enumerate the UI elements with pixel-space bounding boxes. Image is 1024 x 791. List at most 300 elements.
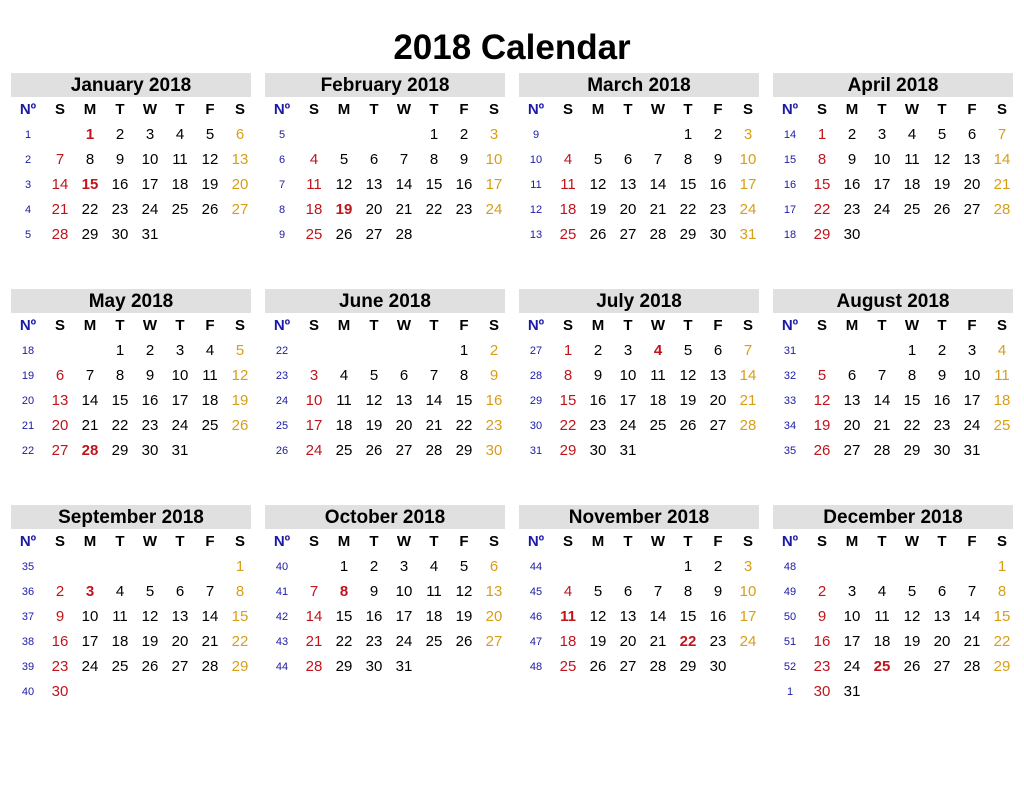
day-cell: 27 — [485, 633, 503, 650]
day-cell: 27 — [963, 201, 981, 218]
week-row — [519, 654, 759, 679]
week-number: 23 — [275, 369, 289, 382]
day-cell: 2 — [145, 342, 155, 359]
day-cell: 16 — [843, 176, 861, 193]
day-cell: 6 — [967, 126, 977, 143]
week-number: 52 — [783, 660, 797, 673]
day-cell: 15 — [679, 176, 697, 193]
week-number: 22 — [21, 444, 35, 457]
day-cell: 24 — [485, 201, 503, 218]
day-cell: 5 — [339, 151, 349, 168]
day-cell: 18 — [201, 392, 219, 409]
day-cell: 15 — [993, 608, 1011, 625]
day-cell: 17 — [485, 176, 503, 193]
day-cell: 31 — [395, 658, 413, 675]
week-row — [773, 438, 1013, 463]
weekday-label: W — [396, 101, 412, 118]
week-number: 51 — [783, 635, 797, 648]
week-number: 7 — [278, 178, 286, 191]
day-cell: 26 — [335, 226, 353, 243]
weekday-label: T — [429, 533, 439, 550]
day-cell: 10 — [873, 151, 891, 168]
day-cell: 15 — [111, 392, 129, 409]
day-cell: 12 — [455, 583, 473, 600]
day-cell: 22 — [679, 201, 697, 218]
day-cell: 21 — [51, 201, 69, 218]
day-cell: 28 — [305, 658, 323, 675]
week-number: 17 — [783, 203, 797, 216]
day-cell: 28 — [425, 442, 443, 459]
day-cell: 29 — [813, 226, 831, 243]
day-cell: 10 — [739, 583, 757, 600]
day-cell: 23 — [111, 201, 129, 218]
day-cell: 24 — [843, 658, 861, 675]
month-july — [519, 289, 759, 463]
month-december — [773, 505, 1013, 704]
day-cell: 26 — [679, 417, 697, 434]
week-row — [11, 413, 251, 438]
day-cell: 21 — [425, 417, 443, 434]
day-cell: 2 — [115, 126, 125, 143]
weekday-label: S — [488, 101, 499, 118]
day-cell: 17 — [739, 176, 757, 193]
day-cell: 26 — [903, 658, 921, 675]
day-cell: 7 — [429, 367, 439, 384]
day-cell: 17 — [843, 633, 861, 650]
week-number-header: Nº — [781, 533, 799, 550]
day-cell: 5 — [235, 342, 245, 359]
weekday-label: S — [308, 317, 319, 334]
week-number: 27 — [529, 344, 543, 357]
day-cell: 4 — [175, 126, 185, 143]
day-cell: 20 — [933, 633, 951, 650]
day-cell: 31 — [739, 226, 757, 243]
weekday-label: W — [396, 317, 412, 334]
week-number: 34 — [783, 419, 797, 432]
day-cell: 21 — [963, 633, 981, 650]
day-cell: 28 — [873, 442, 891, 459]
day-cell: 4 — [877, 583, 887, 600]
month-title: September 2018 — [11, 505, 251, 529]
day-cell: 9 — [937, 367, 947, 384]
weekday-label: T — [937, 533, 947, 550]
week-number: 35 — [783, 444, 797, 457]
day-cell: 5 — [205, 126, 215, 143]
day-cell: 22 — [679, 633, 697, 650]
day-cell: 3 — [743, 558, 753, 575]
day-cell: 25 — [305, 226, 323, 243]
day-cell: 16 — [709, 176, 727, 193]
weekday-label: S — [996, 533, 1007, 550]
week-number: 50 — [783, 610, 797, 623]
month-february — [265, 73, 505, 247]
weekday-label: F — [459, 101, 469, 118]
weekday-label: M — [591, 101, 605, 118]
weekday-header — [11, 313, 251, 338]
day-cell: 29 — [679, 226, 697, 243]
day-cell: 22 — [425, 201, 443, 218]
week-number: 28 — [529, 369, 543, 382]
day-cell: 27 — [619, 658, 637, 675]
day-cell: 12 — [933, 151, 951, 168]
day-cell: 5 — [369, 367, 379, 384]
day-cell: 15 — [231, 608, 249, 625]
week-row — [11, 338, 251, 363]
weekday-label: M — [845, 101, 859, 118]
day-cell: 24 — [141, 201, 159, 218]
day-cell: 21 — [649, 633, 667, 650]
day-cell: 27 — [395, 442, 413, 459]
day-cell: 23 — [933, 417, 951, 434]
week-row — [773, 554, 1013, 579]
day-cell: 26 — [455, 633, 473, 650]
day-cell: 25 — [649, 417, 667, 434]
week-number: 13 — [529, 228, 543, 241]
week-row — [519, 147, 759, 172]
day-cell: 11 — [650, 367, 666, 384]
week-number-header: Nº — [781, 317, 799, 334]
week-row — [11, 147, 251, 172]
week-row — [265, 579, 505, 604]
week-number: 40 — [275, 560, 289, 573]
week-number: 40 — [21, 685, 35, 698]
day-cell: 5 — [593, 583, 603, 600]
day-cell: 20 — [709, 392, 727, 409]
day-cell: 4 — [115, 583, 125, 600]
day-cell: 5 — [145, 583, 155, 600]
day-cell: 6 — [399, 367, 409, 384]
day-cell: 2 — [459, 126, 469, 143]
day-cell: 18 — [171, 176, 189, 193]
week-number: 31 — [783, 344, 797, 357]
day-cell: 3 — [877, 126, 887, 143]
day-cell: 14 — [201, 608, 219, 625]
day-cell: 10 — [963, 367, 981, 384]
week-row — [519, 438, 759, 463]
day-cell: 7 — [743, 342, 753, 359]
day-cell: 9 — [593, 367, 603, 384]
week-row — [11, 388, 251, 413]
day-cell: 30 — [589, 442, 607, 459]
weekday-label: M — [83, 533, 97, 550]
day-cell: 7 — [967, 583, 977, 600]
month-march — [519, 73, 759, 247]
day-cell: 3 — [85, 583, 95, 600]
day-cell: 6 — [55, 367, 65, 384]
weekday-label: F — [967, 101, 977, 118]
month-title: February 2018 — [265, 73, 505, 97]
day-cell: 7 — [997, 126, 1007, 143]
weekday-label: S — [234, 533, 245, 550]
day-cell: 8 — [235, 583, 245, 600]
weekday-label: S — [488, 317, 499, 334]
week-row — [773, 338, 1013, 363]
day-cell: 15 — [335, 608, 353, 625]
weekday-label: T — [115, 317, 125, 334]
day-cell: 8 — [459, 367, 469, 384]
week-row — [265, 388, 505, 413]
day-cell: 8 — [429, 151, 439, 168]
week-number: 8 — [278, 203, 286, 216]
weekday-label: F — [205, 317, 215, 334]
day-cell: 20 — [51, 417, 69, 434]
day-cell: 13 — [619, 176, 637, 193]
day-cell: 22 — [559, 417, 577, 434]
day-cell: 20 — [843, 417, 861, 434]
day-cell: 16 — [51, 633, 69, 650]
weekday-label: T — [623, 533, 633, 550]
day-cell: 8 — [339, 583, 349, 600]
week-number: 3 — [24, 178, 32, 191]
day-cell: 5 — [459, 558, 469, 575]
day-cell: 11 — [874, 608, 890, 625]
day-cell: 28 — [963, 658, 981, 675]
day-cell: 6 — [489, 558, 499, 575]
day-cell: 26 — [231, 417, 249, 434]
day-cell: 3 — [399, 558, 409, 575]
day-cell: 25 — [111, 658, 129, 675]
week-number: 32 — [783, 369, 797, 382]
weekday-label: M — [337, 533, 351, 550]
week-row — [265, 363, 505, 388]
day-cell: 19 — [933, 176, 951, 193]
week-row — [519, 604, 759, 629]
weekday-label: F — [713, 533, 723, 550]
weekday-label: M — [83, 101, 97, 118]
weekday-label: W — [650, 101, 666, 118]
day-cell: 8 — [85, 151, 95, 168]
day-cell: 22 — [111, 417, 129, 434]
day-cell: 29 — [559, 442, 577, 459]
day-cell: 23 — [813, 658, 831, 675]
day-cell: 12 — [589, 176, 607, 193]
day-cell: 27 — [171, 658, 189, 675]
weekday-header — [11, 97, 251, 122]
week-row — [773, 172, 1013, 197]
day-cell: 14 — [51, 176, 69, 193]
day-cell: 22 — [335, 633, 353, 650]
day-cell: 13 — [365, 176, 383, 193]
day-cell: 18 — [559, 201, 577, 218]
weekday-label: S — [54, 533, 65, 550]
weekday-header — [519, 529, 759, 554]
day-cell: 7 — [309, 583, 319, 600]
weekday-label: M — [337, 101, 351, 118]
weekday-label: T — [115, 533, 125, 550]
month-title: April 2018 — [773, 73, 1013, 97]
week-row — [773, 147, 1013, 172]
day-cell: 23 — [709, 201, 727, 218]
day-cell: 8 — [907, 367, 917, 384]
day-cell: 28 — [993, 201, 1011, 218]
week-row — [265, 147, 505, 172]
weekday-label: S — [742, 317, 753, 334]
day-cell: 15 — [813, 176, 831, 193]
weekday-header — [519, 313, 759, 338]
month-title: May 2018 — [11, 289, 251, 313]
day-cell: 17 — [619, 392, 637, 409]
day-cell: 24 — [739, 201, 757, 218]
weekday-label: T — [877, 533, 887, 550]
week-row — [11, 172, 251, 197]
day-cell: 11 — [306, 176, 322, 193]
day-cell: 23 — [589, 417, 607, 434]
weekday-label: S — [562, 317, 573, 334]
week-row — [11, 654, 251, 679]
week-number: 5 — [278, 128, 286, 141]
day-cell: 24 — [395, 633, 413, 650]
day-cell: 9 — [115, 151, 125, 168]
weekday-label: T — [369, 533, 379, 550]
day-cell: 11 — [172, 151, 188, 168]
month-title: October 2018 — [265, 505, 505, 529]
day-cell: 24 — [963, 417, 981, 434]
day-cell: 24 — [739, 633, 757, 650]
day-cell: 25 — [993, 417, 1011, 434]
day-cell: 13 — [619, 608, 637, 625]
day-cell: 6 — [937, 583, 947, 600]
week-row — [11, 579, 251, 604]
week-row — [519, 338, 759, 363]
day-cell: 21 — [81, 417, 99, 434]
week-number-header: Nº — [781, 101, 799, 118]
day-cell: 16 — [455, 176, 473, 193]
day-cell: 12 — [813, 392, 831, 409]
weekday-label: T — [175, 317, 185, 334]
day-cell: 21 — [201, 633, 219, 650]
day-cell: 3 — [623, 342, 633, 359]
weekday-label: S — [742, 101, 753, 118]
week-number: 1 — [24, 128, 32, 141]
day-cell: 29 — [335, 658, 353, 675]
day-cell: 4 — [205, 342, 215, 359]
week-number: 19 — [21, 369, 35, 382]
day-cell: 29 — [111, 442, 129, 459]
day-cell: 8 — [563, 367, 573, 384]
day-cell: 11 — [994, 367, 1010, 384]
day-cell: 22 — [81, 201, 99, 218]
month-october — [265, 505, 505, 679]
day-cell: 4 — [653, 342, 663, 359]
day-cell: 15 — [679, 608, 697, 625]
day-cell: 4 — [339, 367, 349, 384]
week-row — [265, 413, 505, 438]
week-row — [773, 197, 1013, 222]
day-cell: 10 — [843, 608, 861, 625]
weekday-label: S — [54, 317, 65, 334]
week-number: 36 — [21, 585, 35, 598]
day-cell: 18 — [305, 201, 323, 218]
weekday-label: S — [562, 533, 573, 550]
day-cell: 30 — [365, 658, 383, 675]
day-cell: 4 — [563, 151, 573, 168]
day-cell: 27 — [933, 658, 951, 675]
day-cell: 13 — [395, 392, 413, 409]
weekday-label: T — [175, 533, 185, 550]
weekday-label: W — [650, 317, 666, 334]
day-cell: 4 — [563, 583, 573, 600]
weekday-label: T — [877, 101, 887, 118]
week-row — [773, 629, 1013, 654]
day-cell: 31 — [141, 226, 159, 243]
week-number: 41 — [275, 585, 289, 598]
day-cell: 25 — [425, 633, 443, 650]
week-number: 2 — [24, 153, 32, 166]
day-cell: 9 — [369, 583, 379, 600]
day-cell: 28 — [395, 226, 413, 243]
day-cell: 20 — [395, 417, 413, 434]
week-number: 42 — [275, 610, 289, 623]
day-cell: 26 — [813, 442, 831, 459]
week-number: 29 — [529, 394, 543, 407]
day-cell: 16 — [933, 392, 951, 409]
day-cell: 3 — [847, 583, 857, 600]
weekday-label: F — [967, 317, 977, 334]
weekday-label: M — [591, 317, 605, 334]
day-cell: 13 — [51, 392, 69, 409]
week-row — [773, 388, 1013, 413]
week-row — [265, 604, 505, 629]
day-cell: 15 — [425, 176, 443, 193]
week-number-header: Nº — [19, 317, 37, 334]
week-number: 37 — [21, 610, 35, 623]
day-cell: 15 — [559, 392, 577, 409]
weekday-label: F — [459, 533, 469, 550]
day-cell: 5 — [683, 342, 693, 359]
day-cell: 19 — [813, 417, 831, 434]
month-title: January 2018 — [11, 73, 251, 97]
day-cell: 21 — [649, 201, 667, 218]
day-cell: 19 — [589, 633, 607, 650]
week-row — [773, 579, 1013, 604]
day-cell: 21 — [305, 633, 323, 650]
week-row — [519, 388, 759, 413]
day-cell: 12 — [679, 367, 697, 384]
month-title: March 2018 — [519, 73, 759, 97]
day-cell: 14 — [739, 367, 757, 384]
day-cell: 13 — [485, 583, 503, 600]
weekday-label: F — [205, 533, 215, 550]
day-cell: 17 — [395, 608, 413, 625]
day-cell: 1 — [429, 126, 439, 143]
day-cell: 7 — [205, 583, 215, 600]
day-cell: 3 — [309, 367, 319, 384]
day-cell: 12 — [141, 608, 159, 625]
month-april — [773, 73, 1013, 247]
week-row — [773, 222, 1013, 247]
day-cell: 1 — [817, 126, 827, 143]
week-row — [265, 338, 505, 363]
day-cell: 25 — [559, 226, 577, 243]
day-cell: 9 — [55, 608, 65, 625]
day-cell: 14 — [305, 608, 323, 625]
week-row — [265, 197, 505, 222]
day-cell: 29 — [903, 442, 921, 459]
weekday-header — [773, 313, 1013, 338]
day-cell: 3 — [967, 342, 977, 359]
day-cell: 7 — [399, 151, 409, 168]
week-row — [11, 222, 251, 247]
weekday-header — [11, 529, 251, 554]
day-cell: 23 — [51, 658, 69, 675]
day-cell: 4 — [309, 151, 319, 168]
day-cell: 14 — [395, 176, 413, 193]
day-cell: 19 — [679, 392, 697, 409]
week-row — [773, 413, 1013, 438]
day-cell: 23 — [843, 201, 861, 218]
day-cell: 1 — [459, 342, 469, 359]
day-cell: 28 — [649, 658, 667, 675]
